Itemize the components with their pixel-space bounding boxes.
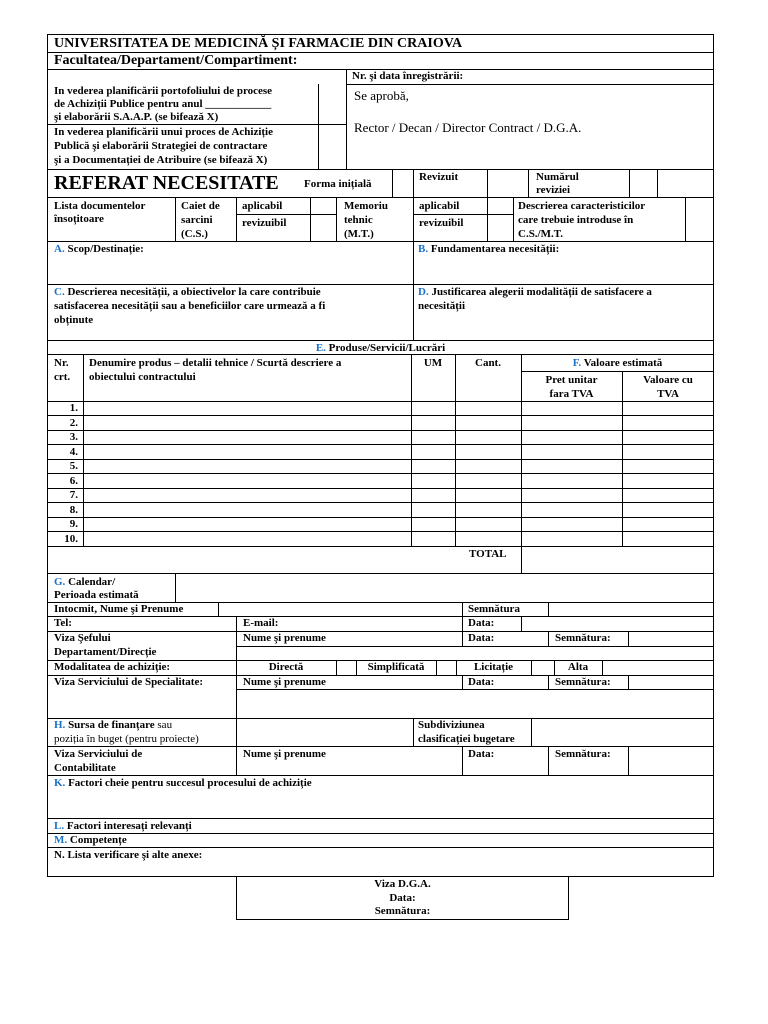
- cs-line1: Caiet de: [181, 200, 220, 212]
- col-um: UM: [423, 357, 443, 369]
- planning-process-line3: şi a Documentației de Atribuire (se bifează X): [54, 154, 268, 166]
- approval-label: Se aprobă,: [354, 88, 409, 103]
- specialty-approval-label: Viza Serviciului de Specialitate:: [54, 676, 203, 688]
- cs-revisable: revizuibil: [242, 217, 287, 229]
- email-label: E-mail:: [243, 617, 279, 629]
- signature-label: Semnătura:: [555, 676, 611, 688]
- rule: [47, 241, 714, 242]
- name-label: Nume şi prenume: [243, 632, 326, 644]
- section-f-text: Valoare estimată: [583, 357, 663, 369]
- initial-form-label: Forma inițială: [304, 178, 372, 190]
- row-number: 9.: [69, 518, 78, 530]
- rule: [657, 169, 658, 198]
- form-title: REFERAT NECESITATE: [54, 172, 279, 194]
- section-m: [54, 834, 127, 847]
- rule: [628, 675, 629, 690]
- rule: [548, 602, 549, 617]
- section-b-text: Fundamentarea necesității:: [430, 243, 560, 255]
- row-number: 6.: [69, 475, 78, 487]
- row-number: 7.: [69, 489, 78, 501]
- prepared-by-label: Intocmit, Nume şi Prenume: [54, 603, 184, 615]
- rule: [236, 197, 237, 242]
- col-vat-value-line1: Valoare cu: [643, 374, 693, 386]
- section-m-text: Competențe: [69, 834, 127, 846]
- section-e-text: Produse/Servicii/Lucrări: [328, 342, 446, 354]
- rule: [47, 775, 714, 776]
- characteristics-line1: Descrierea caracteristicilor: [518, 200, 646, 212]
- calendar-line1: [54, 576, 115, 589]
- section-k-letter: K.: [54, 777, 66, 789]
- funding-source-field[interactable]: [237, 719, 413, 746]
- budget-subdivision-line2: clasificației bugetare: [418, 733, 515, 745]
- head-approval-line2: Departament/Direcție: [54, 646, 157, 658]
- rule: [47, 847, 714, 848]
- rule: [413, 718, 414, 747]
- rule: [413, 169, 414, 198]
- head-approval-line1: Viza Şefului: [54, 632, 111, 644]
- section-e-letter: E.: [315, 342, 326, 354]
- calendar-text: Calendar/: [68, 576, 116, 588]
- rule: [462, 675, 463, 690]
- rule: [521, 371, 714, 372]
- documents-list-line2: însoțitoare: [54, 213, 104, 225]
- rule: [413, 214, 513, 215]
- planning-saap-line3: şi elaborării S.A.A.P. (se bifează X): [54, 111, 219, 123]
- rule: [528, 169, 529, 198]
- name-label: Nume şi prenume: [243, 676, 326, 688]
- rule: [628, 631, 629, 646]
- funding-source-or: sau: [157, 719, 173, 731]
- mt-revisable: revizuibil: [419, 217, 464, 229]
- col-valoare-estimata: [521, 357, 714, 370]
- section-c-letter: C.: [54, 286, 65, 298]
- rule: [236, 631, 237, 661]
- mt-applicable: aplicabil: [419, 200, 460, 212]
- rule: [47, 616, 714, 617]
- col-cant: Cant.: [475, 357, 501, 369]
- total-label: TOTAL: [469, 548, 507, 560]
- rule: [47, 197, 714, 198]
- method-simplified-checkbox[interactable]: [437, 661, 456, 675]
- rule: [462, 631, 463, 646]
- rule: [521, 354, 522, 574]
- section-d-text: Justificarea alegerii modalității de satisfacere a: [431, 286, 652, 298]
- section-k: [54, 777, 312, 790]
- section-d-line1: [418, 286, 652, 299]
- rule: [47, 340, 714, 341]
- rule: [548, 675, 549, 690]
- section-e: [47, 342, 714, 355]
- rule: [628, 746, 629, 776]
- col-nr-line1: Nr.: [54, 357, 69, 369]
- registration-label: Nr. şi data înregistrării:: [352, 70, 464, 82]
- method-other-checkbox[interactable]: [603, 661, 713, 675]
- col-vat-value-line2: TVA: [657, 388, 679, 400]
- mt-line3: (M.T.): [344, 228, 374, 240]
- budget-subdivision-field[interactable]: [532, 719, 713, 746]
- section-c-line1: [54, 286, 321, 299]
- rule: [346, 69, 347, 170]
- rule: [462, 616, 463, 631]
- rule: [236, 646, 714, 647]
- mt-line1: Memoriu: [344, 200, 388, 212]
- cs-applicable: aplicabil: [242, 200, 283, 212]
- rule: [47, 34, 714, 35]
- rule: [548, 746, 549, 776]
- date-label: Data:: [468, 748, 495, 760]
- accounting-approval-line2: Contabilitate: [54, 762, 116, 774]
- row-number: 8.: [69, 504, 78, 516]
- date-label: Data:: [468, 617, 495, 629]
- section-f-letter: F.: [572, 357, 582, 369]
- rule: [175, 197, 176, 242]
- funding-source-line2: poziția în buget (pentru proiecte): [54, 733, 199, 745]
- section-a: [54, 243, 144, 256]
- col-denumire-line1: Denumire produs – detalii tehnice / Scurtă descriere a: [89, 357, 342, 369]
- date-label: Data:: [468, 676, 495, 688]
- characteristics-line2: care trebuie introduse în: [518, 214, 634, 226]
- method-other-label: Alta: [567, 661, 589, 673]
- rule: [310, 197, 311, 242]
- section-a-letter: A.: [54, 243, 65, 255]
- dga-signature-label: Semnătura:: [374, 905, 431, 917]
- section-l-text: Factori interesați relevanți: [66, 820, 192, 832]
- budget-subdivision-line1: Subdiviziunea: [418, 719, 485, 731]
- rule: [47, 833, 714, 834]
- approver-label: Rector / Decan / Director Contract / D.G.A.: [354, 120, 582, 135]
- rule: [462, 602, 463, 617]
- section-l-letter: L.: [54, 820, 65, 832]
- rule: [236, 214, 336, 215]
- method-tender-label: Licitație: [473, 661, 514, 673]
- signature-label: Semnătura:: [555, 748, 611, 760]
- rule: [487, 197, 488, 242]
- rule: [236, 689, 714, 690]
- planning-saap-line2: de Achiziții Publice pentru anul ____________: [54, 98, 272, 110]
- cs-line2: sarcini: [181, 214, 213, 226]
- section-b: [418, 243, 559, 256]
- rule: [413, 241, 414, 341]
- rule: [548, 631, 549, 646]
- section-c-line3: obținute: [54, 314, 94, 326]
- section-d-letter: D.: [418, 286, 429, 298]
- method-tender-checkbox[interactable]: [532, 661, 554, 675]
- section-k-text: Factori cheie pentru succesul procesului de achiziție: [68, 777, 312, 789]
- method-direct-label: Directă: [268, 661, 304, 673]
- mt-line2: tehnic: [344, 214, 373, 226]
- rule: [411, 354, 412, 547]
- planning-saap-line1: In vederea planificării portofoliului de procese: [54, 85, 273, 97]
- rule: [713, 34, 714, 877]
- col-unit-price-line2: fara TVA: [549, 388, 594, 400]
- rule: [413, 197, 414, 242]
- funding-source-text: Sursa de finanțare: [68, 719, 155, 731]
- rule: [318, 84, 319, 170]
- name-label: Nume şi prenume: [243, 748, 326, 760]
- revision-number-line1: Numărul: [536, 171, 579, 183]
- section-h-letter: H.: [54, 719, 66, 731]
- rule: [392, 169, 393, 198]
- rule: [236, 746, 237, 776]
- rule: [455, 354, 456, 547]
- faculty-label: Facultatea/Departament/Compartiment:: [54, 53, 298, 68]
- rule: [236, 616, 237, 631]
- rule: [47, 169, 714, 170]
- rule: [346, 84, 714, 85]
- row-number: 3.: [69, 431, 78, 443]
- planning-process-line2: Publică şi elaborării Strategiei de contractare: [54, 140, 268, 152]
- section-a-text: Scop/Destinație:: [67, 243, 144, 255]
- rule: [236, 675, 237, 719]
- date-label: Data:: [468, 632, 495, 644]
- accounting-approval-line1: Viza Serviciului de: [54, 748, 143, 760]
- row-number: 4.: [69, 446, 78, 458]
- signature-label: Semnătura: [468, 603, 520, 615]
- row-number: 10.: [64, 533, 78, 545]
- dga-approval-label: Viza D.G.A.: [374, 878, 431, 890]
- characteristics-line3: C.S./M.T.: [518, 228, 564, 240]
- section-c-line2: satisfacerea necesității sau a beneficiilor care urmează a fi: [54, 300, 326, 312]
- rule: [513, 197, 514, 242]
- rule: [47, 746, 714, 747]
- funding-source-line1: [54, 719, 172, 732]
- section-d-line2: necesității: [418, 300, 466, 312]
- signature-label: Semnătura:: [555, 632, 611, 644]
- revised-label: Revizuit: [419, 171, 459, 183]
- dga-date-label: Data:: [389, 892, 416, 904]
- rule: [47, 124, 347, 125]
- rule: [487, 169, 488, 198]
- section-l: [54, 820, 192, 833]
- rule: [629, 169, 630, 198]
- row-number: 1.: [69, 402, 78, 414]
- rule: [47, 876, 714, 877]
- col-unit-price-line1: Pret unitar: [545, 374, 598, 386]
- rule: [336, 197, 337, 242]
- rule: [685, 197, 686, 242]
- section-g-letter: G.: [54, 576, 66, 588]
- row-number: 5.: [69, 460, 78, 472]
- col-nr-line2: crt.: [54, 371, 71, 383]
- cs-line3: (C.S.): [181, 228, 208, 240]
- rule: [521, 616, 522, 631]
- section-b-letter: B.: [418, 243, 429, 255]
- rule: [47, 818, 714, 819]
- section-n: N. Lista verificare şi alte anexe:: [54, 849, 203, 861]
- products-entry-area[interactable]: [84, 402, 411, 546]
- section-m-letter: M.: [54, 834, 68, 846]
- total-value-field[interactable]: [522, 547, 713, 573]
- rule: [47, 631, 714, 632]
- calendar-line2: Perioada estimată: [54, 589, 139, 601]
- documents-list-line1: Lista documentelor: [54, 200, 146, 212]
- revision-number-line2: reviziei: [536, 184, 570, 196]
- section-c-text: Descrierea necesității, a obiectivelor la care contribuie: [67, 286, 321, 298]
- method-direct-checkbox[interactable]: [337, 661, 356, 675]
- planning-process-line1: In vederea planificării unui proces de Achiziție: [54, 126, 273, 138]
- rule: [47, 284, 714, 285]
- col-denumire-line2: obiectului contractului: [89, 371, 196, 383]
- rule: [236, 919, 569, 920]
- row-number: 2.: [69, 417, 78, 429]
- university-name: UNIVERSITATEA DE MEDICINĂ ȘI FARMACIE DIN CRAIOVA: [54, 36, 463, 51]
- prepared-by-field[interactable]: [219, 603, 462, 616]
- rule: [462, 746, 463, 776]
- procurement-method-label: Modalitatea de achiziție:: [54, 661, 171, 673]
- tel-label: Tel:: [54, 617, 72, 629]
- method-simplified-label: Simplificată: [367, 661, 425, 673]
- calendar-field[interactable]: [176, 574, 713, 602]
